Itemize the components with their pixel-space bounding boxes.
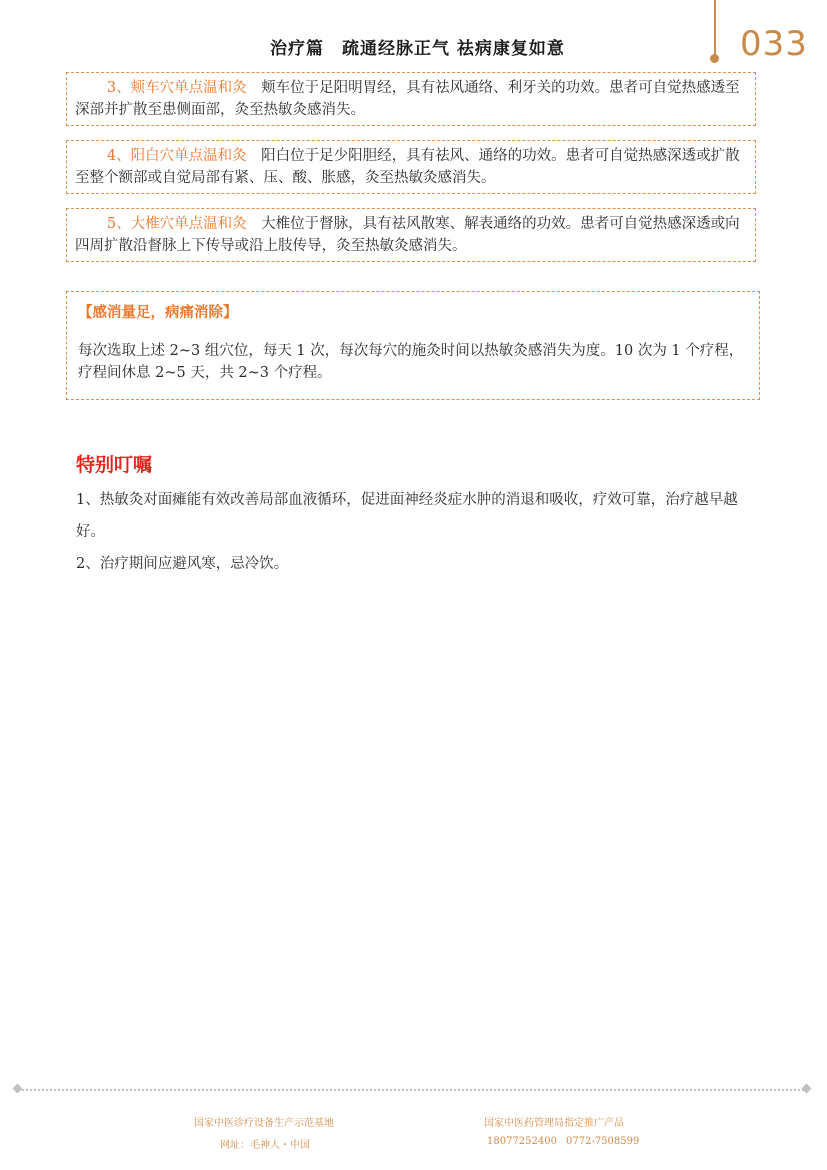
acupoint-paragraph <box>75 145 747 189</box>
acupoint-paragraph <box>75 213 747 257</box>
acupoint-description: 阳白位于足少阳胆经，具有祛风、通络的功效。患者可自觉热感深透或扩散至整个额部或自觉局部有紧、压、酸、胀感，灸至热敏灸感消失。 <box>75 148 740 186</box>
special-notice-list <box>76 484 756 580</box>
notice-item: 1、热敏灸对面瘫能有效改善局部血液循环，促进面神经炎症水肿的消退和吸收，疗效可靠，治疗越早越好。 <box>76 492 738 540</box>
treatment-course-heading: 【感消量足，病痛消除】 <box>78 305 238 321</box>
footer-diamond-left <box>13 1084 23 1094</box>
acupoint-heading: 5、大椎穴单点温和灸 <box>106 216 247 232</box>
treatment-course-box <box>66 291 760 400</box>
footer-product-label: 国家中医药管理局指定推广产品 <box>484 1118 624 1129</box>
footer-base-label: 国家中医诊疗设备生产示范基地 <box>194 1118 334 1129</box>
footer-phone-2: 0772-7508599 <box>566 1136 640 1147</box>
acupoint-heading: 3、颊车穴单点温和灸 <box>106 80 247 96</box>
acupoint-heading: 4、阳白穴单点温和灸 <box>106 148 247 164</box>
acupoint-box-jiache <box>66 72 756 126</box>
special-notice-title: 特别叮嘱 <box>76 454 153 476</box>
footer-phone-1: 18077252400 <box>487 1136 557 1147</box>
notice-item: 2、治疗期间应避风寒，忌冷饮。 <box>76 556 289 572</box>
footer-diamond-right <box>802 1084 812 1094</box>
acupoint-paragraph <box>75 77 747 121</box>
treatment-course-body: 每次选取上述 2~3 组穴位，每天 1 次，每次每穴的施灸时间以热敏灸感消失为度。10 次为 1 个疗程，疗程间休息 2~5 天，共 2~3 个疗程。 <box>78 343 744 381</box>
footer-website: 网址：毛神人・中国 <box>220 1140 310 1151</box>
acupoint-box-yangbai <box>66 140 756 194</box>
acupoint-box-dazhui <box>66 208 756 262</box>
header-divider-dot <box>710 54 719 63</box>
footer-divider <box>18 1089 808 1091</box>
acupoint-description: 大椎位于督脉，具有祛风散寒、解表通络的功效。患者可自觉热感深透或向四周扩散沿督脉上下传导或沿上肢传导，灸至热敏灸感消失。 <box>75 216 740 254</box>
chapter-title: 治疗篇 疏通经脉正气 祛病康复如意 <box>270 39 565 59</box>
acupoint-description: 颊车位于足阳明胃经，具有祛风通络、利牙关的功效。患者可自觉热感透至深部并扩散至患侧面部，灸至热敏灸感消失。 <box>75 80 740 118</box>
header-divider-line <box>714 0 716 58</box>
page-number: 033 <box>740 24 808 64</box>
